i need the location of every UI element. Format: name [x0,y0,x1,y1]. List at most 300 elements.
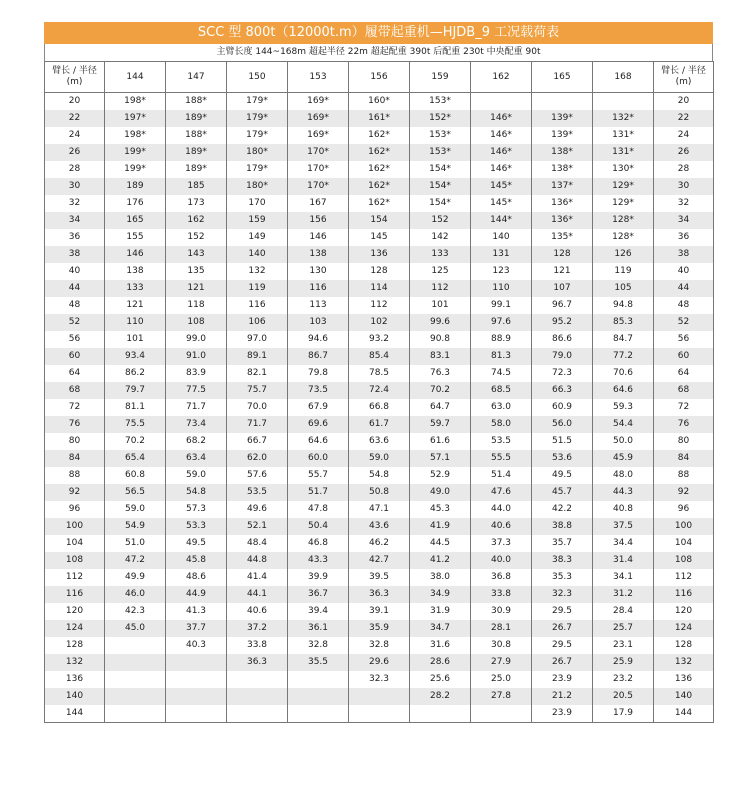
column-header: 153 [288,62,349,93]
table-row [45,552,714,569]
load-value-cell: 197* [105,110,166,127]
load-value-cell: 101 [105,331,166,348]
table-row [45,484,714,501]
load-value-cell: 138* [532,144,593,161]
load-value-cell: 112 [410,280,471,297]
load-value-cell: 41.4 [227,569,288,586]
radius-cell-left: 22 [45,110,105,127]
load-value-cell: 121 [166,280,227,297]
right-header-line2: (m) [675,77,692,87]
load-value-cell: 47.8 [288,501,349,518]
load-value-cell: 83.1 [410,348,471,365]
load-value-cell: 40.8 [593,501,654,518]
load-value-cell: 136* [532,212,593,229]
load-value-cell: 41.9 [410,518,471,535]
load-value-cell: 31.2 [593,586,654,603]
load-value-cell: 88.9 [471,331,532,348]
load-value-cell [593,93,654,111]
load-value-cell: 51.5 [532,433,593,450]
load-value-cell: 44.8 [227,552,288,569]
load-value-cell: 35.9 [349,620,410,637]
column-header: 147 [166,62,227,93]
radius-cell-right: 22 [654,110,714,127]
load-value-cell: 189* [166,144,227,161]
load-value-cell: 146* [471,127,532,144]
load-value-cell: 189* [166,110,227,127]
load-value-cell: 199* [105,161,166,178]
left-header-line2: (m) [66,77,83,87]
load-value-cell: 55.7 [288,467,349,484]
load-value-cell: 119 [227,280,288,297]
load-value-cell: 74.5 [471,365,532,382]
column-header: 144 [105,62,166,93]
load-value-cell: 162 [166,212,227,229]
load-value-cell: 50.8 [349,484,410,501]
load-value-cell: 23.1 [593,637,654,654]
radius-cell-left: 30 [45,178,105,195]
load-value-cell: 180* [227,178,288,195]
load-value-cell: 31.9 [410,603,471,620]
radius-cell-right: 20 [654,93,714,111]
load-value-cell: 169* [288,110,349,127]
column-header: 150 [227,62,288,93]
load-value-cell: 32.3 [532,586,593,603]
table-row [45,110,714,127]
load-value-cell: 63.6 [349,433,410,450]
load-value-cell [288,705,349,723]
load-value-cell: 28.6 [410,654,471,671]
load-value-cell: 162* [349,127,410,144]
radius-cell-right: 30 [654,178,714,195]
load-value-cell [227,705,288,723]
left-header-line1: 臂长 / 半径 [52,66,97,76]
load-value-cell: 37.2 [227,620,288,637]
load-value-cell: 154 [349,212,410,229]
table-row [45,433,714,450]
load-value-cell: 66.7 [227,433,288,450]
radius-cell-right: 64 [654,365,714,382]
table-row [45,467,714,484]
load-value-cell: 39.1 [349,603,410,620]
load-value-cell: 37.3 [471,535,532,552]
load-value-cell: 86.2 [105,365,166,382]
load-value-cell: 49.9 [105,569,166,586]
load-value-cell [227,671,288,688]
load-value-cell: 34.1 [593,569,654,586]
load-value-cell: 72.3 [532,365,593,382]
radius-cell-right: 140 [654,688,714,705]
table-row [45,382,714,399]
load-value-cell: 132 [227,263,288,280]
load-value-cell: 38.3 [532,552,593,569]
load-value-cell [105,705,166,723]
load-value-cell: 94.8 [593,297,654,314]
radius-cell-right: 28 [654,161,714,178]
table-row [45,161,714,178]
load-value-cell: 76.3 [410,365,471,382]
load-value-cell: 39.9 [288,569,349,586]
load-value-cell: 40.0 [471,552,532,569]
load-value-cell: 162* [349,178,410,195]
radius-cell-left: 116 [45,586,105,603]
load-value-cell: 38.0 [410,569,471,586]
load-value-cell: 133 [410,246,471,263]
load-value-cell: 135* [532,229,593,246]
load-value-cell: 54.8 [349,467,410,484]
load-value-cell [288,671,349,688]
radius-cell-right: 116 [654,586,714,603]
radius-cell-left: 108 [45,552,105,569]
load-value-cell: 32.8 [349,637,410,654]
radius-cell-left: 20 [45,93,105,111]
load-value-cell: 159 [227,212,288,229]
column-header: 165 [532,62,593,93]
load-value-cell: 97.6 [471,314,532,331]
load-value-cell [105,637,166,654]
load-value-cell: 26.7 [532,620,593,637]
load-value-cell: 64.7 [410,399,471,416]
document-subtitle: 主臂长度 144~168m 超起半径 22m 超起配重 390t 后配重 230t 中央配重 90t [44,44,713,61]
load-value-cell: 146* [471,110,532,127]
load-value-cell: 89.1 [227,348,288,365]
radius-cell-right: 128 [654,637,714,654]
load-value-cell: 139* [532,110,593,127]
radius-cell-left: 64 [45,365,105,382]
load-value-cell: 188* [166,127,227,144]
load-value-cell: 60.8 [105,467,166,484]
table-row [45,365,714,382]
load-value-cell: 146* [471,144,532,161]
table-row [45,348,714,365]
radius-cell-left: 112 [45,569,105,586]
table-row [45,450,714,467]
table-row [45,93,714,111]
radius-cell-left: 88 [45,467,105,484]
load-value-cell: 179* [227,161,288,178]
load-value-cell: 45.8 [166,552,227,569]
load-value-cell: 40.3 [166,637,227,654]
radius-cell-left: 120 [45,603,105,620]
load-value-cell: 99.0 [166,331,227,348]
table-row [45,263,714,280]
load-value-cell: 60.9 [532,399,593,416]
load-value-cell: 35.3 [532,569,593,586]
load-value-cell: 49.6 [227,501,288,518]
load-value-cell: 137* [532,178,593,195]
load-value-cell: 77.5 [166,382,227,399]
load-value-cell: 199* [105,144,166,161]
load-value-cell: 107 [532,280,593,297]
load-value-cell: 119 [593,263,654,280]
column-header: 168 [593,62,654,93]
table-row [45,688,714,705]
load-value-cell: 56.0 [532,416,593,433]
load-value-cell: 85.4 [349,348,410,365]
load-value-cell: 133 [105,280,166,297]
load-value-cell: 57.6 [227,467,288,484]
load-value-cell: 63.0 [471,399,532,416]
table-row [45,501,714,518]
load-value-cell: 61.7 [349,416,410,433]
load-value-cell: 40.6 [471,518,532,535]
radius-cell-left: 28 [45,161,105,178]
load-value-cell: 47.6 [471,484,532,501]
load-value-cell: 66.8 [349,399,410,416]
load-value-cell: 70.6 [593,365,654,382]
load-value-cell: 153* [410,93,471,111]
load-value-cell: 138 [105,263,166,280]
load-value-cell: 142 [410,229,471,246]
radius-cell-left: 144 [45,705,105,723]
load-value-cell: 39.4 [288,603,349,620]
table-row [45,127,714,144]
load-chart-document [44,22,713,723]
load-value-cell: 154* [410,178,471,195]
radius-cell-left: 32 [45,195,105,212]
radius-cell-left: 24 [45,127,105,144]
load-value-cell: 165 [105,212,166,229]
load-value-cell: 169* [288,93,349,111]
load-value-cell: 44.5 [410,535,471,552]
load-value-cell: 121 [105,297,166,314]
table-row [45,144,714,161]
load-value-cell: 167 [288,195,349,212]
load-value-cell: 62.0 [227,450,288,467]
load-value-cell: 45.0 [105,620,166,637]
load-value-cell: 79.8 [288,365,349,382]
load-value-cell: 128* [593,229,654,246]
load-value-cell: 43.3 [288,552,349,569]
load-value-cell: 130 [288,263,349,280]
radius-cell-right: 26 [654,144,714,161]
load-value-cell: 49.5 [532,467,593,484]
load-value-cell: 57.1 [410,450,471,467]
load-value-cell: 25.6 [410,671,471,688]
load-value-cell: 26.7 [532,654,593,671]
load-value-cell: 140 [471,229,532,246]
load-value-cell: 169* [288,127,349,144]
load-value-cell: 125 [410,263,471,280]
load-value-cell: 51.4 [471,467,532,484]
load-value-cell: 30.9 [471,603,532,620]
load-table [44,61,714,723]
load-value-cell: 79.0 [532,348,593,365]
load-value-cell: 42.2 [532,501,593,518]
load-value-cell: 27.9 [471,654,532,671]
load-value-cell [166,688,227,705]
load-value-cell: 59.3 [593,399,654,416]
load-value-cell: 69.6 [288,416,349,433]
load-value-cell: 55.5 [471,450,532,467]
load-value-cell: 162* [349,195,410,212]
radius-cell-right: 36 [654,229,714,246]
load-value-cell: 90.8 [410,331,471,348]
table-row [45,297,714,314]
load-value-cell: 42.3 [105,603,166,620]
table-row [45,229,714,246]
load-value-cell [105,671,166,688]
load-value-cell: 146 [288,229,349,246]
load-value-cell: 44.9 [166,586,227,603]
radius-cell-left: 56 [45,331,105,348]
load-value-cell: 114 [349,280,410,297]
radius-cell-right: 72 [654,399,714,416]
load-value-cell: 68.2 [166,433,227,450]
load-value-cell: 189* [166,161,227,178]
radius-cell-right: 112 [654,569,714,586]
load-value-cell: 131* [593,127,654,144]
radius-cell-right: 96 [654,501,714,518]
table-row [45,620,714,637]
load-value-cell: 132* [593,110,654,127]
load-value-cell: 143 [166,246,227,263]
load-value-cell: 52.9 [410,467,471,484]
load-value-cell: 131* [593,144,654,161]
load-value-cell: 51.7 [288,484,349,501]
load-value-cell: 49.5 [166,535,227,552]
radius-cell-left: 48 [45,297,105,314]
load-value-cell: 21.2 [532,688,593,705]
radius-cell-left: 38 [45,246,105,263]
table-row [45,671,714,688]
load-value-cell: 81.3 [471,348,532,365]
radius-cell-right: 56 [654,331,714,348]
load-value-cell: 31.6 [410,637,471,654]
load-value-cell: 38.8 [532,518,593,535]
load-value-cell: 48.0 [593,467,654,484]
load-value-cell: 153* [410,144,471,161]
radius-cell-right: 44 [654,280,714,297]
load-value-cell: 34.4 [593,535,654,552]
load-value-cell: 129* [593,195,654,212]
load-value-cell: 128 [349,263,410,280]
load-value-cell: 70.2 [105,433,166,450]
load-value-cell: 30.8 [471,637,532,654]
table-row [45,280,714,297]
load-value-cell: 145* [471,178,532,195]
load-value-cell: 39.5 [349,569,410,586]
load-value-cell: 63.4 [166,450,227,467]
radius-cell-left: 136 [45,671,105,688]
load-value-cell: 94.6 [288,331,349,348]
load-value-cell: 170* [288,161,349,178]
load-value-cell: 128* [593,212,654,229]
load-value-cell [166,654,227,671]
column-header: 162 [471,62,532,93]
radius-cell-left: 96 [45,501,105,518]
load-value-cell: 198* [105,93,166,111]
load-value-cell: 50.4 [288,518,349,535]
load-value-cell: 53.5 [227,484,288,501]
load-value-cell: 149 [227,229,288,246]
radius-cell-left: 26 [45,144,105,161]
load-value-cell: 144* [471,212,532,229]
load-value-cell: 106 [227,314,288,331]
column-header: 159 [410,62,471,93]
load-value-cell: 77.2 [593,348,654,365]
load-value-cell: 71.7 [166,399,227,416]
document-title: SCC 型 800t（12000t.m）履带起重机—HJDB_9 工况载荷表 [44,22,713,44]
radius-cell-right: 80 [654,433,714,450]
load-value-cell: 131 [471,246,532,263]
load-value-cell: 189 [105,178,166,195]
radius-cell-left: 124 [45,620,105,637]
load-value-cell: 53.3 [166,518,227,535]
load-value-cell: 35.5 [288,654,349,671]
load-value-cell: 45.9 [593,450,654,467]
load-value-cell: 29.5 [532,637,593,654]
load-value-cell: 59.7 [410,416,471,433]
radius-cell-left: 100 [45,518,105,535]
load-value-cell: 36.7 [288,586,349,603]
load-value-cell: 31.4 [593,552,654,569]
load-value-cell: 32.3 [349,671,410,688]
load-value-cell: 116 [288,280,349,297]
right-header-line1: 臂长 / 半径 [661,66,706,76]
load-value-cell: 78.5 [349,365,410,382]
table-row [45,654,714,671]
load-value-cell: 64.6 [288,433,349,450]
load-value-cell: 81.1 [105,399,166,416]
load-value-cell: 33.8 [227,637,288,654]
radius-cell-left: 34 [45,212,105,229]
radius-cell-right: 52 [654,314,714,331]
load-value-cell: 47.2 [105,552,166,569]
radius-cell-left: 44 [45,280,105,297]
load-value-cell: 79.7 [105,382,166,399]
load-value-cell: 17.9 [593,705,654,723]
radius-cell-left: 52 [45,314,105,331]
load-value-cell: 20.5 [593,688,654,705]
radius-cell-right: 124 [654,620,714,637]
load-value-cell: 48.6 [166,569,227,586]
load-value-cell: 51.0 [105,535,166,552]
load-value-cell: 68.5 [471,382,532,399]
load-value-cell: 56.5 [105,484,166,501]
load-value-cell: 54.8 [166,484,227,501]
left-header-cell [45,62,105,93]
radius-cell-right: 136 [654,671,714,688]
load-value-cell: 161* [349,110,410,127]
load-value-cell: 42.7 [349,552,410,569]
load-value-cell: 116 [227,297,288,314]
load-value-cell: 99.6 [410,314,471,331]
load-value-cell [105,654,166,671]
load-value-cell: 28.1 [471,620,532,637]
table-row [45,535,714,552]
load-value-cell: 45.7 [532,484,593,501]
load-value-cell: 36.3 [349,586,410,603]
load-value-cell: 47.1 [349,501,410,518]
load-value-cell: 126 [593,246,654,263]
table-row [45,416,714,433]
load-value-cell: 23.9 [532,671,593,688]
load-value-cell: 72.4 [349,382,410,399]
table-body [45,93,714,723]
load-value-cell: 110 [105,314,166,331]
load-value-cell [532,93,593,111]
load-value-cell: 95.2 [532,314,593,331]
load-value-cell: 65.4 [105,450,166,467]
radius-cell-right: 104 [654,535,714,552]
load-value-cell: 121 [532,263,593,280]
table-row [45,399,714,416]
load-value-cell: 103 [288,314,349,331]
load-value-cell: 59.0 [166,467,227,484]
radius-cell-left: 128 [45,637,105,654]
load-value-cell: 37.5 [593,518,654,535]
table-row [45,586,714,603]
